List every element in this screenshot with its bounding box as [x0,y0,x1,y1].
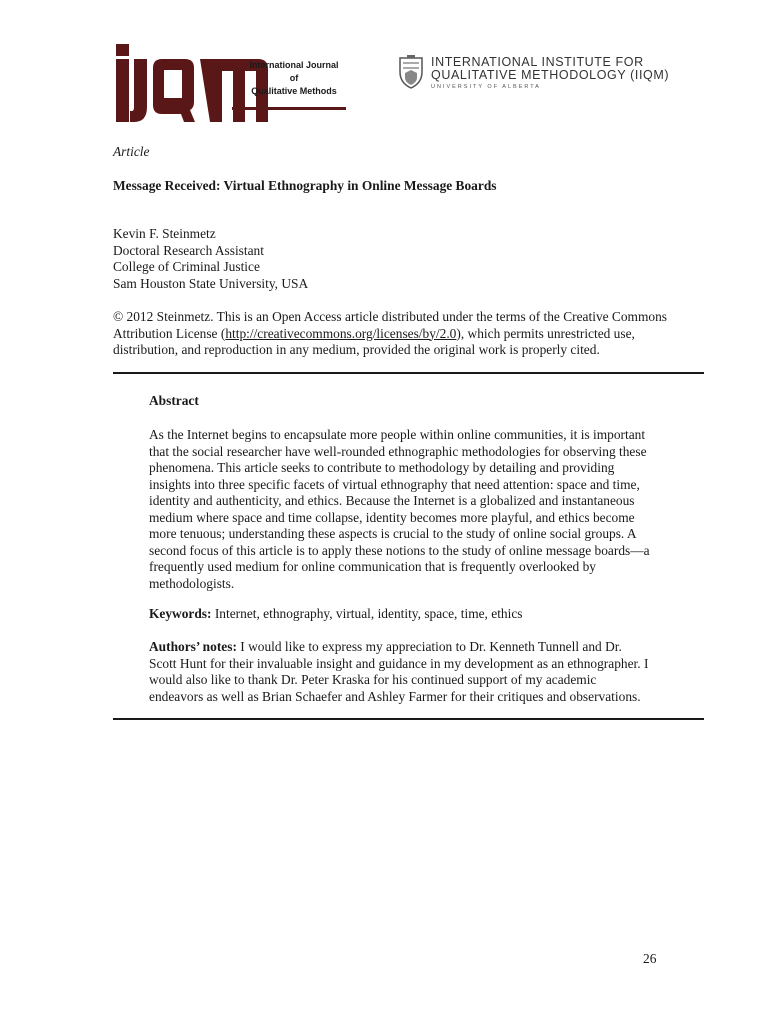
author-name: Kevin F. Steinmetz [113,226,216,241]
abstract-line: more tenuous; understanding these aspects is crucial to the study of online social groups. A [149,526,637,541]
journal-name [240,59,348,98]
page-number: 26 [643,951,657,966]
license-line-2-prefix: Attribution License ( [113,325,226,341]
abstract-line: phenomena. This article seeks to contribute to methodology by detailing and providing [149,460,615,475]
abstract-line: As the Internet begins to encapsulate more people within online communities, it is important [149,427,646,442]
notes-line: Scott Hunt for their invaluable insight and guidance in my development as an ethnographer. I [149,655,649,671]
institute-name [431,56,731,82]
keywords [149,606,522,623]
journal-name-line-2: of [289,73,299,83]
license-notice [113,309,667,359]
notes-line [149,639,648,656]
author-department: College of Criminal Justice [113,259,260,274]
abstract-line: medium where space and time collapse, identity becomes more playful, and ethics become [149,509,635,525]
divider-bottom [113,718,704,720]
university-crest-icon [398,55,424,89]
article-title: Message Received: Virtual Ethnography in Online Message Boards [113,178,497,193]
abstract-line: second focus of this article is to apply these notions to the study of online message boards—a [149,542,650,558]
notes-label: Authors’ notes: [149,639,237,654]
license-link[interactable]: http://creativecommons.org/licenses/by/2.0 [225,325,457,341]
abstract-line: insights into three specific facets of virtual ethnography that need attention: space and time, [149,476,640,492]
abstract-line: identity and authenticity, and ethics. Because the Internet is a globalized and instantaneous [149,493,635,508]
institute-name-line-2: QUALITATIVE METHODOLOGY (IIQM) [431,68,670,82]
authors-notes [149,639,648,705]
abstract-line: that the social researcher have well-rounded ethnographic methodologies for observing these [149,443,647,459]
author-institution: Sam Houston State University, USA [113,275,309,291]
author-role: Doctoral Research Assistant [113,242,264,258]
license-line-1: © 2012 Steinmetz. This is an Open Access article distributed under the terms of the Creative Commons [113,309,667,324]
divider-top [113,372,704,374]
journal-name-line-1: International Journal [249,60,339,70]
journal-name-line-3: Qualitative Methods [251,86,337,96]
institute-university: UNIVERSITY OF ALBERTA [431,84,541,90]
author-block [113,226,308,292]
abstract-line: methodologists. [149,575,235,591]
abstract-line: frequently used medium for online communication that is frequently overlooked by [149,559,596,574]
license-line-2 [113,326,667,343]
notes-line: endeavors as well as Brian Schaefer and Ashley Farmer for their critiques and observations. [149,688,641,704]
license-line-2-suffix: ), which permits unrestricted use, [456,325,635,341]
abstract-body [149,427,650,592]
keywords-text: Internet, ethnography, virtual, identity, space, time, ethics [214,606,523,621]
notes-line: would also like to thank Dr. Peter Kraska for his continued support of my academic [149,672,597,687]
keywords-label: Keywords: [149,606,212,621]
abstract-heading: Abstract [149,393,199,408]
article-label: Article [113,144,150,159]
institute-name-line-1: INTERNATIONAL INSTITUTE FOR [431,55,644,69]
license-line-3: distribution, and reproduction in any medium, provided the original work is properly cited. [113,342,600,357]
notes-line-1-text: I would like to express my appreciation to Dr. Kenneth Tunnell and Dr. [240,639,622,654]
